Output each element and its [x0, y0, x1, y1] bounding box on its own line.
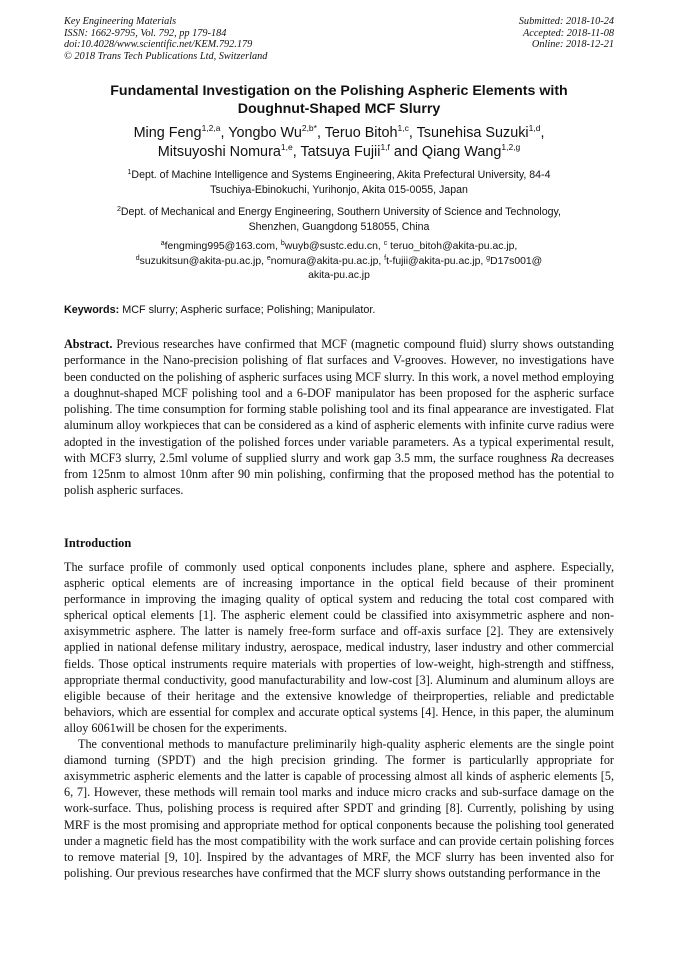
title-line-1: Fundamental Investigation on the Polishing Aspheric Elements with — [110, 83, 568, 99]
author-name: Teruo Bitoh — [324, 125, 398, 141]
keywords-text: MCF slurry; Aspheric surface; Polishing; Manipulator. — [119, 304, 376, 316]
keywords — [64, 304, 614, 316]
copyright: © 2018 Trans Tech Publications Ltd, Switzerland — [64, 50, 268, 62]
author-affil-mark: 2,b* — [301, 123, 317, 133]
abstract-label: Abstract. — [64, 337, 113, 351]
affiliation-1 — [64, 168, 614, 198]
introduction-body — [64, 559, 614, 881]
affiliation-text: Dept. of Machine Intelligence and Systems Engineering, Akita Prefectural University, 84-4 — [131, 169, 551, 181]
affiliation-mark: 1 — [127, 169, 132, 176]
abstract-text: Previous researches have confirmed that MCF (magnetic compound fluid) slurry shows outstanding performance in the Nano-precision polishing of flat surfaces and V-grooves. However, no investigations have been conducted on the polishing of aspheric surfaces using MCF slurry. In this work, a novel method employing a doughnut-shaped MCF polishing tool and a 6-DOF manipulator has been proposed for the aspheric surface polishing. The time consumption for forming stable polishing tool and its final appearance are investigated. Flat aluminum alloy workpieces that can be considered as a kind of aspheric elements with infinite curve radius were adopted in the investigation of the polished forces under variable parameters. As a typical experimental result, with MCF3 slurry, 2.5ml volume of supplied slurry and work gap 3.5 mm, the surface roughness — [64, 337, 614, 465]
paragraph: The conventional methods to manufacture preliminarily high-quality aspheric elements are the single point diamond turning (SPDT) and the high precision grinding. The former is particularlly appropriate for axisymmetric aspheric elements and the latter is capable of processing almost all kinds of aspheric elements [5, 6, 7]. However, these methods will remain tool marks and induce micro cracks and sub-surface damage on the work-surface. Thus, polishing process is required after SPDT and grinding [8]. Currently, polishing by using MRF is the most promising and appropriate method for optical conponents because the polishing tool generated under a magnetic field has the most compatibility with the work surface and can provide certain polishing forces to remove material [9, 10]. Inspired by the advantages of MRF, the MCF slurry has been invented also for polishing. Our previous researches have confirmed that the MCF slurry shows outstanding performance in the — [64, 737, 614, 880]
affiliation-mark: 2 — [116, 206, 121, 213]
journal-name: Key Engineering Materials — [64, 16, 177, 27]
section-heading-introduction: Introduction — [64, 536, 132, 550]
email-address: akita-pu.ac.jp — [308, 270, 370, 282]
email-address: suzukitsun@akita-pu.ac.jp, — [139, 255, 267, 267]
author-affil-mark: 1,c — [397, 123, 409, 133]
author-name: Ming Feng — [133, 125, 202, 141]
author-name: Tatsuya Fujii — [300, 144, 381, 160]
online-date: Online: 2018-12-21 — [531, 39, 614, 51]
keywords-label: Keywords: — [64, 304, 120, 316]
paragraph: The surface profile of commonly used optical conponents includes plane, sphere and asphere. Especially, aspheric optical elements are of increasing importance in the optical field because of their prominent performance in improving the imaging quality of optical system and reducing the total cost compared with spherical optical elements [1]. The aspheric element could be classified into axisymmetric asphere and non-axisymmetric asphere. The latter is namely free-form surface and off-axis surface [2]. They are extensively applied in national defense military industry, aerospace, medical industry, laser industry and other commercial fields. Those optical instruments require materials with properties of low-weight, high-strength and stiffness, appropriate thermal conductivity, good manufacturability and low-cost [3]. Aluminum and aluminum alloys are eligible because of their heritage and the extensive knowledge of theirproperties, reliable and predictable behaviors, which are essential for complex and accurate optical systems [4]. Hence, in this paper, the aluminum alloy 6061will be chosen for the experiments. — [64, 560, 614, 735]
email-address: t-fujii@akita-pu.ac.jp, — [386, 255, 487, 267]
email-list — [64, 240, 614, 284]
abstract — [64, 336, 614, 499]
email-mark: g — [486, 254, 491, 262]
ra-symbol: R — [550, 450, 559, 465]
email-address: fengming995@163.com, — [164, 241, 281, 252]
submission-dates — [519, 16, 614, 51]
email-mark: b — [280, 240, 285, 247]
accepted-date: Accepted: 2018-11-08 — [522, 27, 614, 39]
abstract-text: decreases from 125nm to almost 10nm after 90 min polishing, confirming that the proposed method has the potential to polish aspheric surfaces. — [64, 450, 614, 498]
email-address: D17s001@ — [490, 255, 543, 267]
author-and: and — [393, 144, 418, 160]
doi: doi:10.4028/www.scientific.net/KEM.792.179 — [64, 39, 253, 51]
email-mark: f — [384, 254, 387, 262]
affiliation-text: Tsuchiya-Ebinokuchi, Yurihonjo, Akita 015-0055, Japan — [210, 183, 468, 196]
affiliation-text: Shenzhen, Guangdong 518055, China — [248, 220, 430, 233]
journal-info — [64, 16, 267, 62]
submitted-date: Submitted: 2018-10-24 — [518, 16, 614, 27]
email-address: teruo_bitoh@akita-pu.ac.jp, — [387, 241, 518, 252]
author-name: Tsunehisa Suzuki — [416, 125, 529, 141]
email-mark: d — [135, 254, 140, 262]
author-name: Mitsuyoshi Nomura — [157, 144, 281, 160]
author-affil-mark: 1,2,g — [501, 142, 521, 152]
author-line-1: Ming Feng$^{1,2,a}$, Yongbo $Wu^{2,b*}$, Teruo Bitoh$^{1,c}$, Tsunehisa Suzuki$^{1,d}$, — [133, 123, 545, 141]
author-affil-mark: 1,f — [380, 142, 390, 152]
author-affil-mark: 1,2,a — [201, 123, 221, 133]
author-affil-mark: 1,e — [280, 142, 293, 152]
paper-title — [64, 82, 614, 118]
ra-symbol-sub: a — [558, 450, 564, 465]
author-name: Yongbo Wu — [228, 125, 302, 141]
author-line-2: Mitsuyoshi Nomura$^{1,e}$, Tatsuya Fujii$^{1,f}$ and Qiang Wang$^{1,2,g}$ — [157, 142, 521, 160]
author-list — [64, 124, 614, 162]
email-mark: c — [383, 240, 388, 247]
email-mark: a — [160, 240, 165, 247]
title-line-2: Doughnut-Shaped MCF Slurry — [237, 101, 441, 117]
affiliation-2 — [64, 205, 614, 235]
issn: ISSN: 1662-9795, Vol. 792, pp 179-184 — [64, 27, 227, 39]
email-address: wuyb@sustc.edu.cn, — [284, 241, 384, 252]
email-address: nomura@akita-pu.ac.jp, — [270, 255, 385, 267]
email-mark: e — [266, 254, 271, 262]
author-affil-mark: 1,d — [528, 123, 541, 133]
affiliation-text: Dept. of Mechanical and Energy Engineering, Southern University of Science and Technology, — [120, 206, 561, 218]
author-name: Qiang Wang — [421, 144, 502, 160]
